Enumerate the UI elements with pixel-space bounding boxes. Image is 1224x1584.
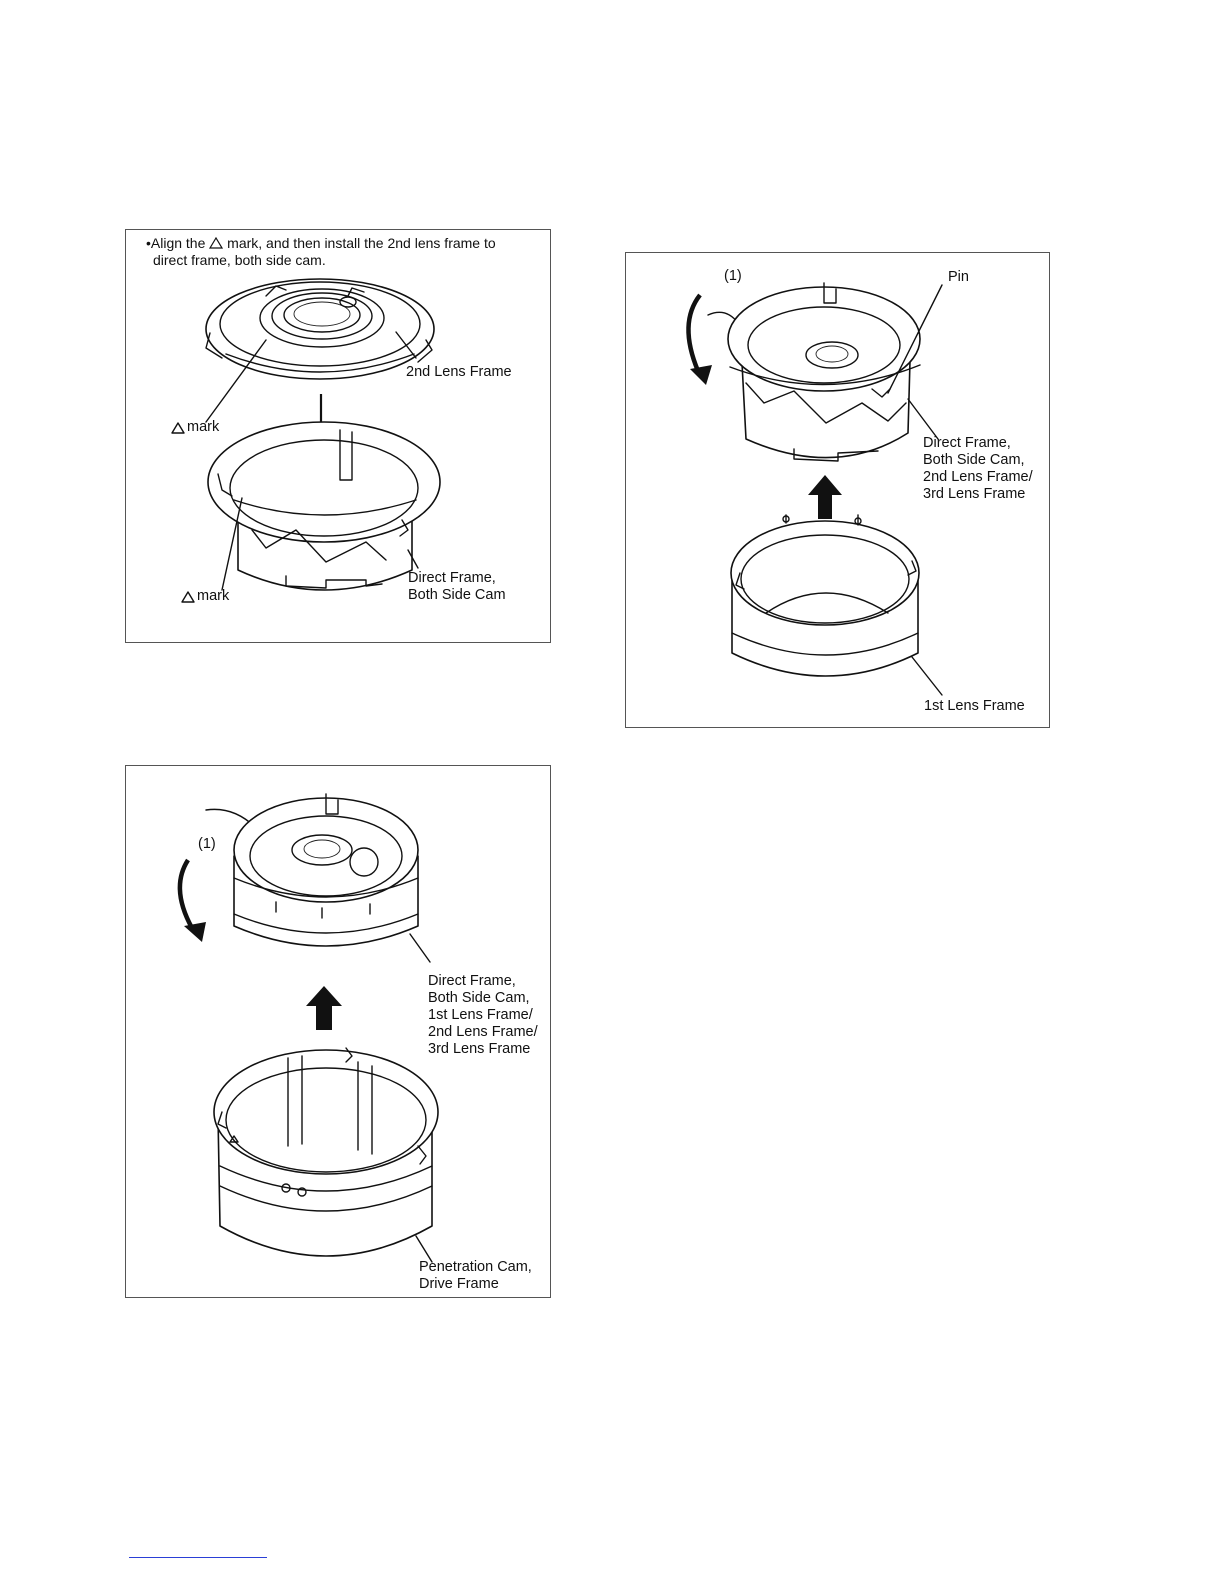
separate-up-arrow xyxy=(306,986,342,1030)
second-lens-frame-drawing xyxy=(206,279,434,379)
leader-assembly xyxy=(908,399,938,439)
panel-remove-1st-lens-frame xyxy=(625,252,1050,728)
first-lens-frame-drawing xyxy=(731,515,919,676)
panel-install-2nd-lens-frame xyxy=(125,229,551,643)
triangle-mark-icon xyxy=(209,237,223,249)
label-1st-lens-frame: 1st Lens Frame xyxy=(924,698,1025,714)
separate-up-arrow xyxy=(808,475,842,519)
label-mark-lower: mark xyxy=(197,588,230,604)
label-pin: Pin xyxy=(948,269,969,285)
label-direct-frame: Direct Frame, Both Side Cam xyxy=(408,570,506,603)
direct-frame-drawing xyxy=(208,422,440,590)
rotation-arrow-icon xyxy=(688,295,712,385)
instruction-line1-end: mark, and then install the 2nd lens frame to xyxy=(223,235,496,251)
label-step-1: (1) xyxy=(724,268,742,284)
footnote-separator xyxy=(129,1557,267,1558)
upper-assembly-drawing xyxy=(234,794,418,946)
label-step-1: (1) xyxy=(198,836,216,852)
instruction-line2: direct frame, both side cam. xyxy=(153,252,326,268)
label-mark-upper: mark xyxy=(187,419,220,435)
label-penetration-cam: Penetration Cam, Drive Frame xyxy=(419,1259,532,1292)
instruction-line1-start: •Align the xyxy=(146,235,210,251)
panel-remove-drive-frame xyxy=(125,765,551,1298)
label-2nd-lens-frame: 2nd Lens Frame xyxy=(406,364,512,380)
leader-1st-lens-frame xyxy=(912,657,942,695)
drive-frame-drawing xyxy=(214,1048,438,1256)
label-assembly: Direct Frame, Both Side Cam, 2nd Lens Frame/ 3rd Lens Frame xyxy=(923,435,1033,502)
upper-assembly-drawing xyxy=(728,283,920,461)
label-assembly: Direct Frame, Both Side Cam, 1st Lens Frame/ 2nd Lens Frame/ 3rd Lens Frame xyxy=(428,973,538,1057)
rotation-arrow-icon xyxy=(180,860,206,942)
instruction-text xyxy=(146,235,546,269)
triangle-mark-icon xyxy=(182,592,194,602)
triangle-mark-icon xyxy=(172,423,184,433)
leader-assembly xyxy=(410,934,430,962)
